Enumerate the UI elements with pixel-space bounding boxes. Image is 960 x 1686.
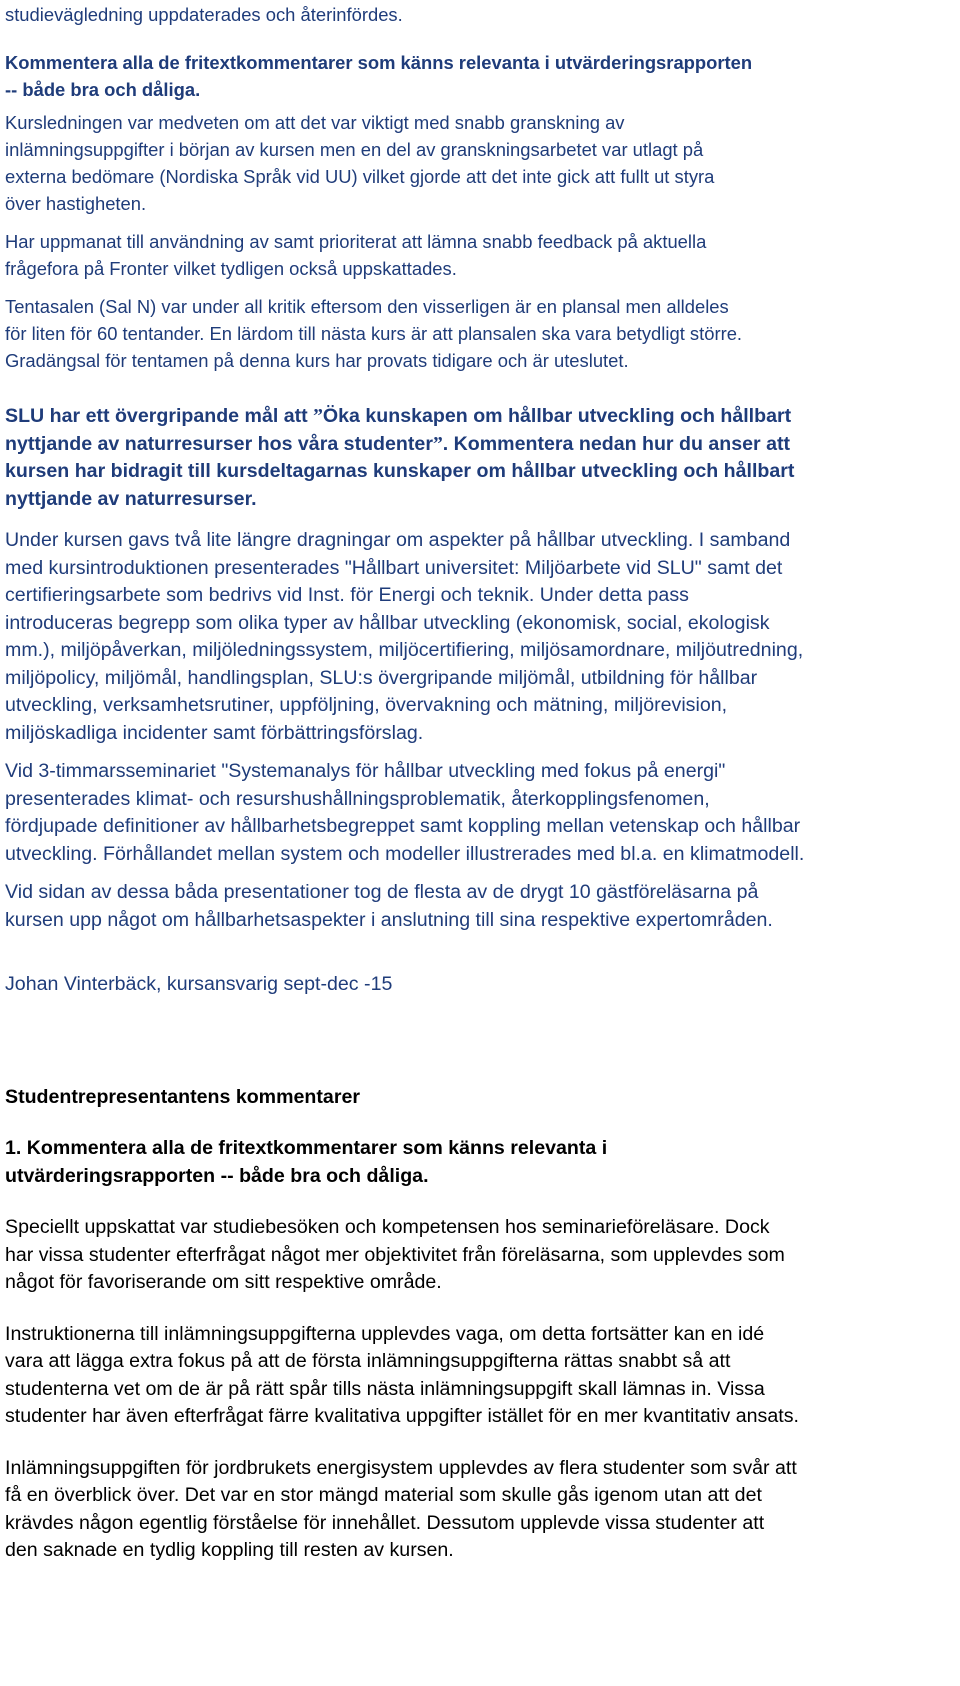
paragraph-study-guidance: studievägledning uppdaterades och återinfördes. <box>5 4 403 25</box>
heading-student-question-1: 1. Kommentera alla de fritextkommentarer som känns relevanta i utvärderingsrapporten -- både bra och dåliga. <box>5 1137 608 1187</box>
heading-comment-all: Kommentera alla de fritextkommentarer som känns relevanta i utvärderingsrapporten -- både bra och dåliga. <box>5 52 753 100</box>
paragraph-guest-lecturers: Vid sidan av dessa båda presentationer tog de flesta av de drygt 10 gästföreläsarna på kursen upp något om hållbarhetsaspekter i anslutning till sina respektive expertområden. <box>5 881 773 931</box>
document-page <box>5 0 955 1565</box>
paragraph-study-visits: Speciellt uppskattat var studiebesöken och kompetensen hos seminarieföreläsare. Dock har vissa studenter efterfrågat något mer objektivitet från föreläsarna, som upplevdes som något för favoriserande om sitt respektive område. <box>5 1216 785 1293</box>
paragraph-assignment-instructions: Instruktionerna till inlämningsuppgifterna upplevdes vaga, om detta fortsätter kan en idé vara att lägga extra fokus på att de första inlämningsuppgifterna rättas snabbt så att studenterna vet om de är på rätt spår tills nästa inlämningsuppgift skall lämnas in. Vissa studenter har även efterfrågat färre kvalitativa uppgifter istället för en mer kvantitativ ansats. <box>5 1322 799 1427</box>
heading-slu-goal-instruction: . Kommentera nedan hur du anser att kursen har bidragit till kursdeltagarnas kunskaper om hållbar utveckling och hållbart nyttjande av naturresurser. <box>5 432 795 510</box>
quote-close: ” <box>432 433 443 455</box>
heading-slu-goal-quote: Öka kunskapen om hållbar utveckling och hållbart nyttjande av naturresurser hos våra studenter <box>5 405 792 455</box>
paragraph-feedback-forum: Har uppmanat till användning av samt prioriterat att lämna snabb feedback på aktuella frågefora på Fronter vilket tydligen också uppskattades. <box>5 231 707 279</box>
paragraph-energy-assignment: Inlämningsuppgiften för jordbrukets energisystem upplevdes av flera studenter som svår att få en överblick över. Det var en stor mängd material som skulle gås igenom utan att det krävdes någon egentlig förståelse för innehållet. Dessutom upplevde vissa studenter att den saknade en tydlig koppling till resten av kursen. <box>5 1456 797 1561</box>
heading-slu-goal-intro: SLU har ett övergripande mål att <box>5 405 314 427</box>
heading-slu-goal <box>5 403 955 513</box>
paragraph-course-review: Kursledningen var medveten om att det var viktigt med snabb granskning av inlämningsuppgifter i början av kursen men en del av granskningsarbetet var utlagt på externa bedömare (Nordiska Språk vid UU) vilket gjorde att det inte gick att fullt ut styra över hastigheten. <box>5 112 715 214</box>
paragraph-sustainability-lectures: Under kursen gavs två lite längre dragningar om aspekter på hållbar utveckling. I samband med kursintroduktionen presenterades "Hållbart universitet: Miljöarbete vid SLU" samt det certifieringsarbete som bedrivs vid Inst. för Energi och teknik. Under detta pass introduceras begrepp som olika typer av hållbar utveckling (ekonomisk, social, ekologisk mm.), miljöpåverkan, miljöledningssystem, miljöcertifiering, miljösamordnare, miljöutredning, miljöpolicy, miljömål, handlingsplan, SLU:s övergripande miljömål, utbildning för hållbar utveckling, verksamhetsrutiner, uppföljning, övervakning och mätning, miljörevision, miljöskadliga incidenter samt förbättringsförslag. <box>5 529 804 744</box>
heading-student-representative: Studentrepresentantens kommentarer <box>5 1085 360 1108</box>
paragraph-systems-seminar: Vid 3-timmarsseminariet "Systemanalys för hållbar utveckling med fokus på energi" presenterades klimat- och resurshushållningsproblematik, återkopplingsfenomen, fördjupade definitioner av hållbarhetsbegreppet samt koppling mellan vetenskap och hållbar utveckling. Förhållandet mellan system och modeller illustrerades med bl.a. en klimatmodell. <box>5 760 805 865</box>
quote-open: ” <box>313 406 323 427</box>
signature: Johan Vinterbäck, kursansvarig sept-dec -15 <box>5 973 393 995</box>
paragraph-exam-hall: Tentasalen (Sal N) var under all kritik eftersom den visserligen är en plansal men alldeles för liten för 60 tentander. En lärdom till nästa kurs är att plansalen ska vara betydligt större. Gradängsal för tentamen på denna kurs har provats tidigare och är uteslutet. <box>5 296 743 371</box>
